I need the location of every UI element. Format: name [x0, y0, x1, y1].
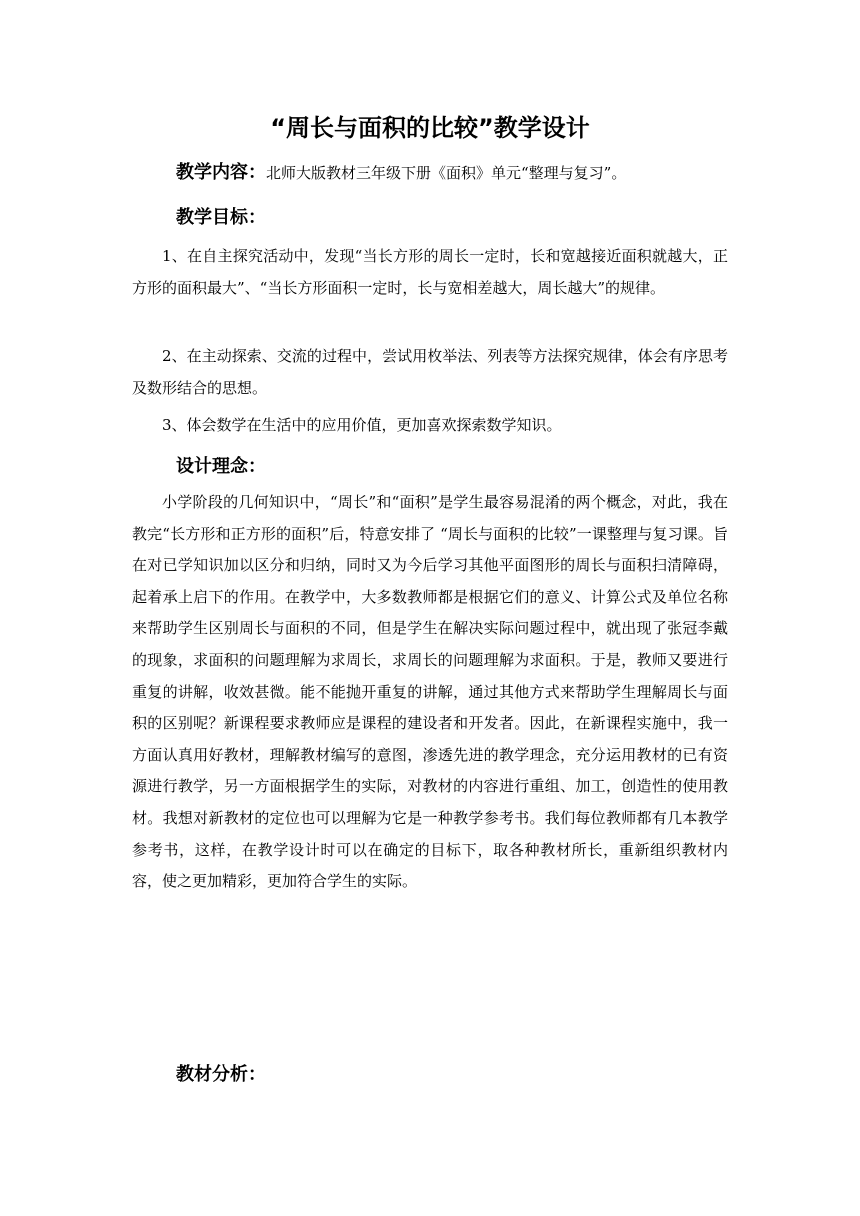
objective-item-2: 2、在主动探索、交流的过程中，尝试用枚举法、列表等方法探究规律，体会有序思考及数形结合的思想。 [132, 347, 728, 397]
concept-heading: 设计理念： [176, 456, 266, 477]
objective-item-1: 1、在自主探究活动中，发现“当长方形的周长一定时，长和宽越接近面积就越大，正方形的面积最大”、“当长方形面积一定时，长与宽相差越大，周长越大”的规律。 [132, 247, 728, 297]
document-title: “周长与面积的比较”教学设计 [270, 114, 590, 142]
objective-item-3: 3、体会数学在生活中的应用价值，更加喜欢探索数学知识。 [162, 416, 562, 434]
teaching-content-label: 教学内容： [176, 162, 266, 183]
concept-paragraph: 小学阶段的几何知识中，“周长”和“面积”是学生最容易混淆的两个概念，对此，我在教完“长方形和正方形的面积”后，特意安排了 “周长与面积的比较”一课整理与复习课。旨在对已学知识加以区分和归纳，同时又为今后学习其他平面图形的周长与面积扫清障碍，起着承上启下的作用。在教学中，大多数教师都是根据它们的意义、计算公式及单位名称来帮助学生区别周长与面积的不同，但是学生在解决实际问题过程中，就出现了张冠李戴的现象，求面积的问题理解为求周长，求周长的问题理解为求面积。于是，教师又要进行重复的讲解，收效甚微。能不能抛开重复的讲解，通过其他方式来帮助学生理解周长与面积的区别呢？新课程要求教师应是课程的建设者和开发者。因此，在新课程实施中，我一方面认真用好教材，理解教材编写的意图，渗透先进的教学理念，充分运用教材的已有资源进行教学，另一方面根据学生的实际，对教材的内容进行重组、加工，创造性的使用教材。我想对新教材的定位也可以理解为它是一种教学参考书。我们每位教师都有几本教学参考书，这样，在教学设计时可以在确定的目标下，取各种教材所长，重新组织教材内容，使之更加精彩，更加符合学生的实际。 [132, 493, 728, 891]
analysis-heading: 教材分析： [176, 1064, 266, 1085]
teaching-content-line [176, 158, 626, 188]
objectives-heading: 教学目标： [176, 207, 266, 228]
teaching-content-text: 北师大版教材三年级下册《面积》单元“整理与复习”。 [266, 164, 627, 182]
